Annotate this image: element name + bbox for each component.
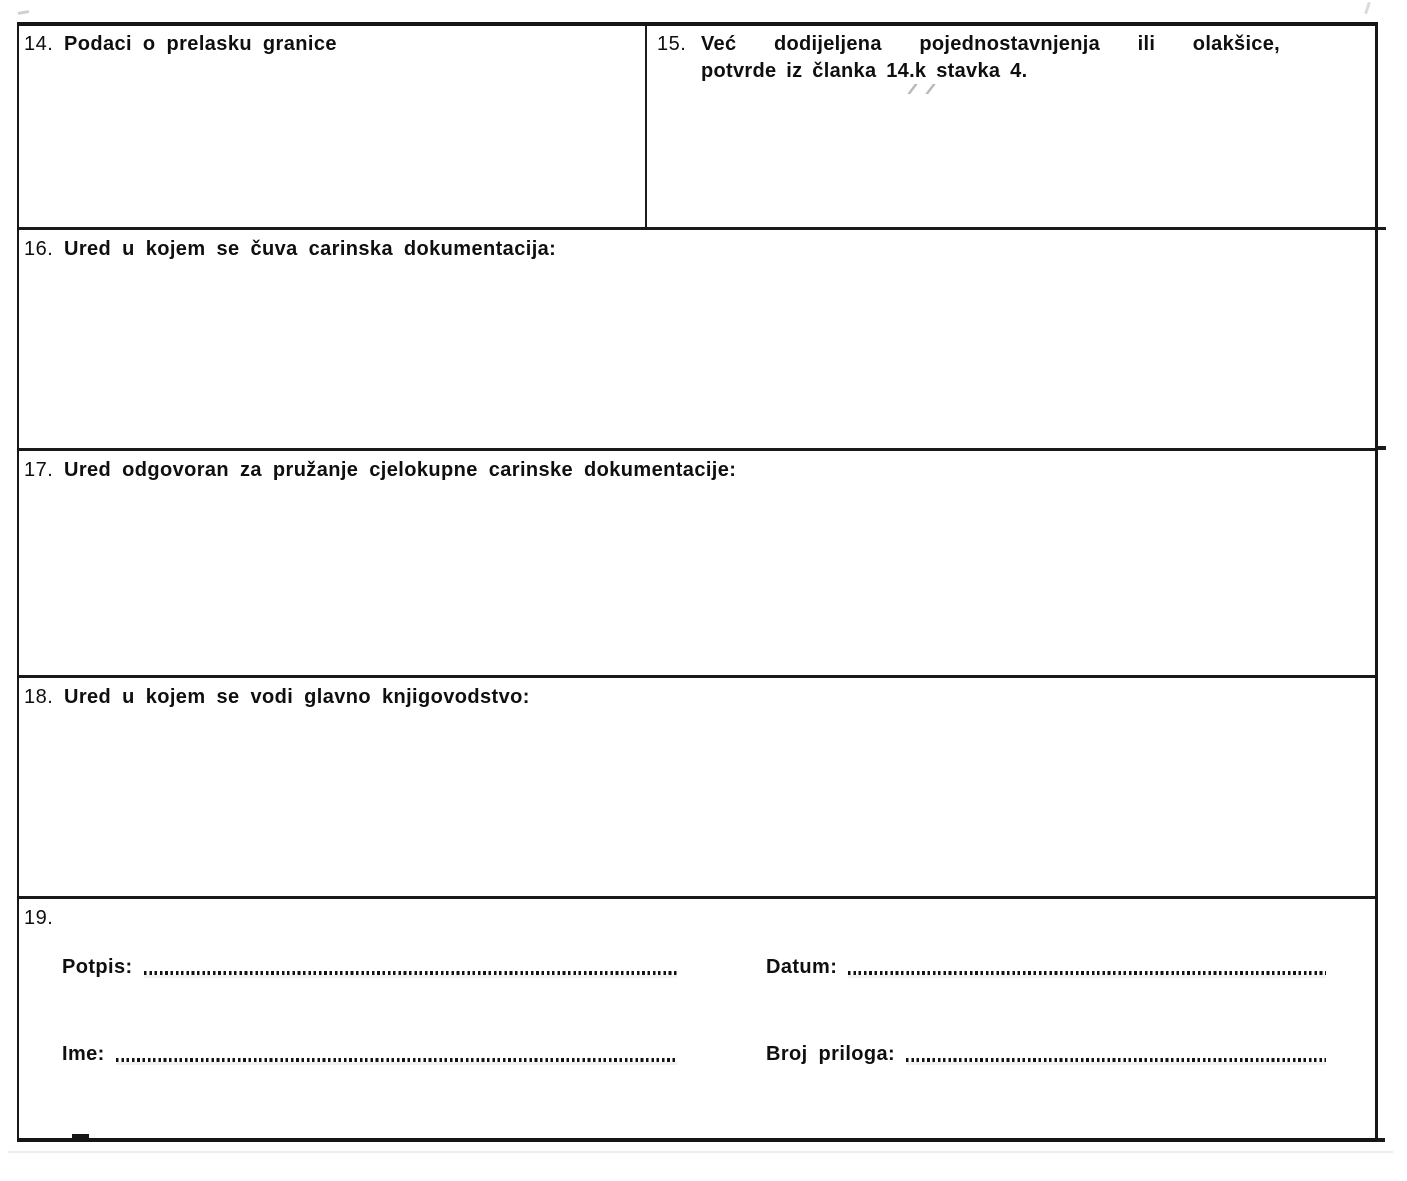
field-16-cell — [19, 227, 1375, 448]
field-19-cell — [19, 896, 1375, 1138]
signature-row-datum — [766, 955, 1326, 979]
field-18-number: 18. — [24, 686, 54, 708]
dotted-line — [906, 1058, 1326, 1062]
field-14-cell — [19, 26, 647, 227]
signature-row-ime — [62, 1042, 677, 1066]
dotted-line — [848, 971, 1326, 975]
border-tick-artifact — [1377, 446, 1386, 450]
field-15-number: 15. — [657, 33, 687, 55]
field-17-cell — [19, 448, 1375, 675]
dotted-line — [116, 1058, 677, 1062]
signature-row-broj-priloga — [766, 1042, 1326, 1066]
field-18-cell — [19, 675, 1375, 896]
field-15-label-line1: Već dodijeljena pojednostavnjenja ili olakšice, — [701, 33, 1280, 55]
field-18-header — [24, 684, 1365, 710]
field-19-number: 19. — [24, 907, 54, 929]
field-19-header — [24, 905, 1365, 931]
border-tick-artifact — [1377, 227, 1386, 230]
scan-dash-artifact — [72, 1134, 89, 1139]
field-17-label: Ured odgovoran za pružanje cjelokupne carinske dokumentacije: — [64, 459, 737, 481]
field-15-header — [657, 31, 1280, 85]
field-14-number: 14. — [24, 33, 54, 55]
scan-tick-artifact — [18, 10, 29, 15]
broj-priloga-label: Broj priloga: — [766, 1043, 896, 1065]
field-16-number: 16. — [24, 238, 54, 260]
field-16-header — [24, 236, 1365, 262]
form-table — [17, 22, 1378, 1142]
scan-artifact-marks — [905, 84, 941, 96]
field-18-label: Ured u kojem se vodi glavno knjigovodstvo: — [64, 686, 530, 708]
field-17-header — [24, 457, 1365, 483]
form-row-14-15 — [19, 26, 1375, 227]
potpis-label: Potpis: — [62, 956, 133, 978]
ime-label: Ime: — [62, 1043, 105, 1065]
border-tick-artifact — [1377, 1138, 1385, 1142]
dotted-line — [144, 971, 677, 975]
field-15-cell — [647, 26, 1375, 227]
datum-label: Datum: — [766, 956, 838, 978]
field-15-label — [701, 31, 1280, 85]
scan-tick-artifact — [1364, 2, 1371, 14]
scan-shadow-line — [8, 1151, 1393, 1153]
field-14-label: Podaci o prelasku granice — [64, 33, 337, 55]
field-14-header — [24, 31, 635, 57]
field-17-number: 17. — [24, 459, 54, 481]
field-16-label: Ured u kojem se čuva carinska dokumentacija: — [64, 238, 557, 260]
signature-row-potpis — [62, 955, 677, 979]
field-15-label-line2: potvrde iz članka 14.k stavka 4. — [701, 60, 1028, 82]
